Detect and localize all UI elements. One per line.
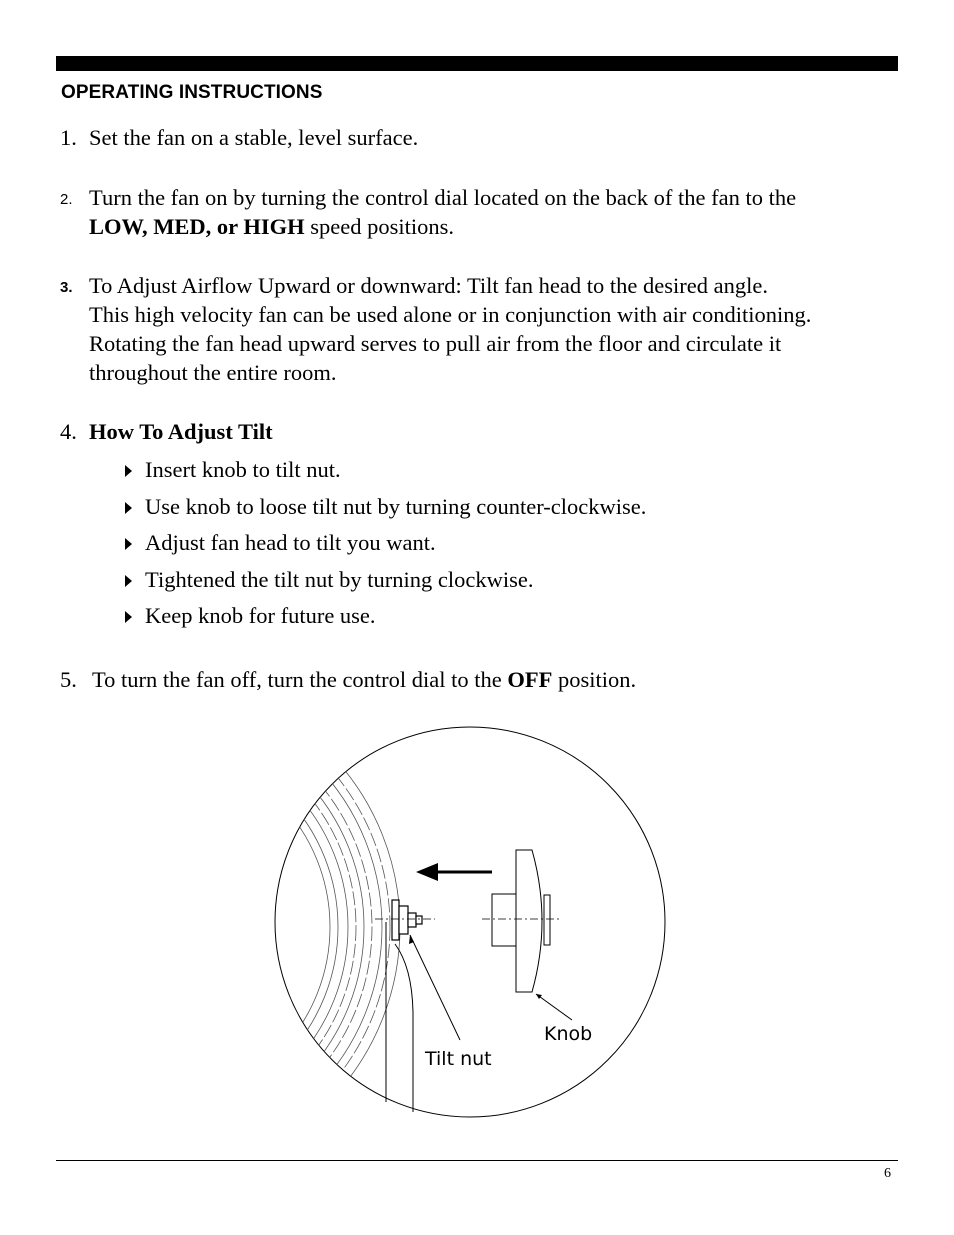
step-number: 5.: [60, 667, 77, 692]
step-text-line: This high velocity fan can be used alone or in conjunction with air conditioning.: [89, 302, 812, 327]
list-item: Adjust fan head to tilt you want.: [125, 525, 646, 562]
tilt-nut: [392, 900, 422, 940]
tilt-adjust-diagram: [270, 722, 670, 1127]
list-item: Keep knob for future use.: [125, 598, 646, 635]
step-text-line: To Adjust Airflow Upward or downward: Tilt fan head to the desired angle.: [89, 273, 768, 298]
step-text-line: Turn the fan on by turning the control dial located on the back of the fan to the: [89, 185, 797, 210]
header-bar: [56, 56, 898, 71]
tilt-nut-label: Tilt nut: [425, 1048, 492, 1070]
off-label: OFF: [507, 667, 553, 692]
step-title: How To Adjust Tilt: [89, 419, 273, 444]
step-number: 3.: [60, 279, 73, 296]
stand-line: [395, 944, 413, 1112]
triangle-right-icon: [125, 502, 132, 514]
step-number: 2.: [60, 191, 73, 208]
list-item: Tightened the tilt nut by turning clockwise.: [125, 562, 646, 599]
page-number: 6: [884, 1166, 891, 1181]
triangle-right-icon: [125, 465, 132, 477]
triangle-right-icon: [125, 611, 132, 623]
triangle-right-icon: [125, 575, 132, 587]
triangle-right-icon: [125, 538, 132, 550]
tilt-bullet-list: [125, 452, 646, 635]
section-title: OPERATING INSTRUCTIONS: [61, 82, 323, 103]
step-text-line: speed positions.: [304, 214, 455, 239]
knob: [492, 850, 550, 992]
step-text: position.: [552, 667, 637, 692]
list-item: Insert knob to tilt nut.: [125, 452, 646, 489]
step-text-line: throughout the entire room.: [89, 360, 337, 385]
fan-grille: [270, 722, 400, 1127]
step-number: 4.: [60, 419, 77, 444]
arrow-left-icon: [416, 863, 438, 881]
leader-line: [410, 935, 460, 1040]
knob-label: Knob: [544, 1023, 593, 1045]
speed-positions: LOW, MED, or HIGH: [89, 214, 305, 239]
step-text: Set the fan on a stable, level surface.: [89, 125, 419, 150]
footer-rule: [56, 1160, 898, 1161]
step-text-line: Rotating the fan head upward serves to pull air from the floor and circulate it: [89, 331, 782, 356]
list-item: Use knob to loose tilt nut by turning counter-clockwise.: [125, 489, 646, 526]
leader-line: [536, 994, 572, 1020]
step-number: 1.: [60, 125, 77, 150]
step-text: To turn the fan off, turn the control dial to the: [92, 667, 508, 692]
